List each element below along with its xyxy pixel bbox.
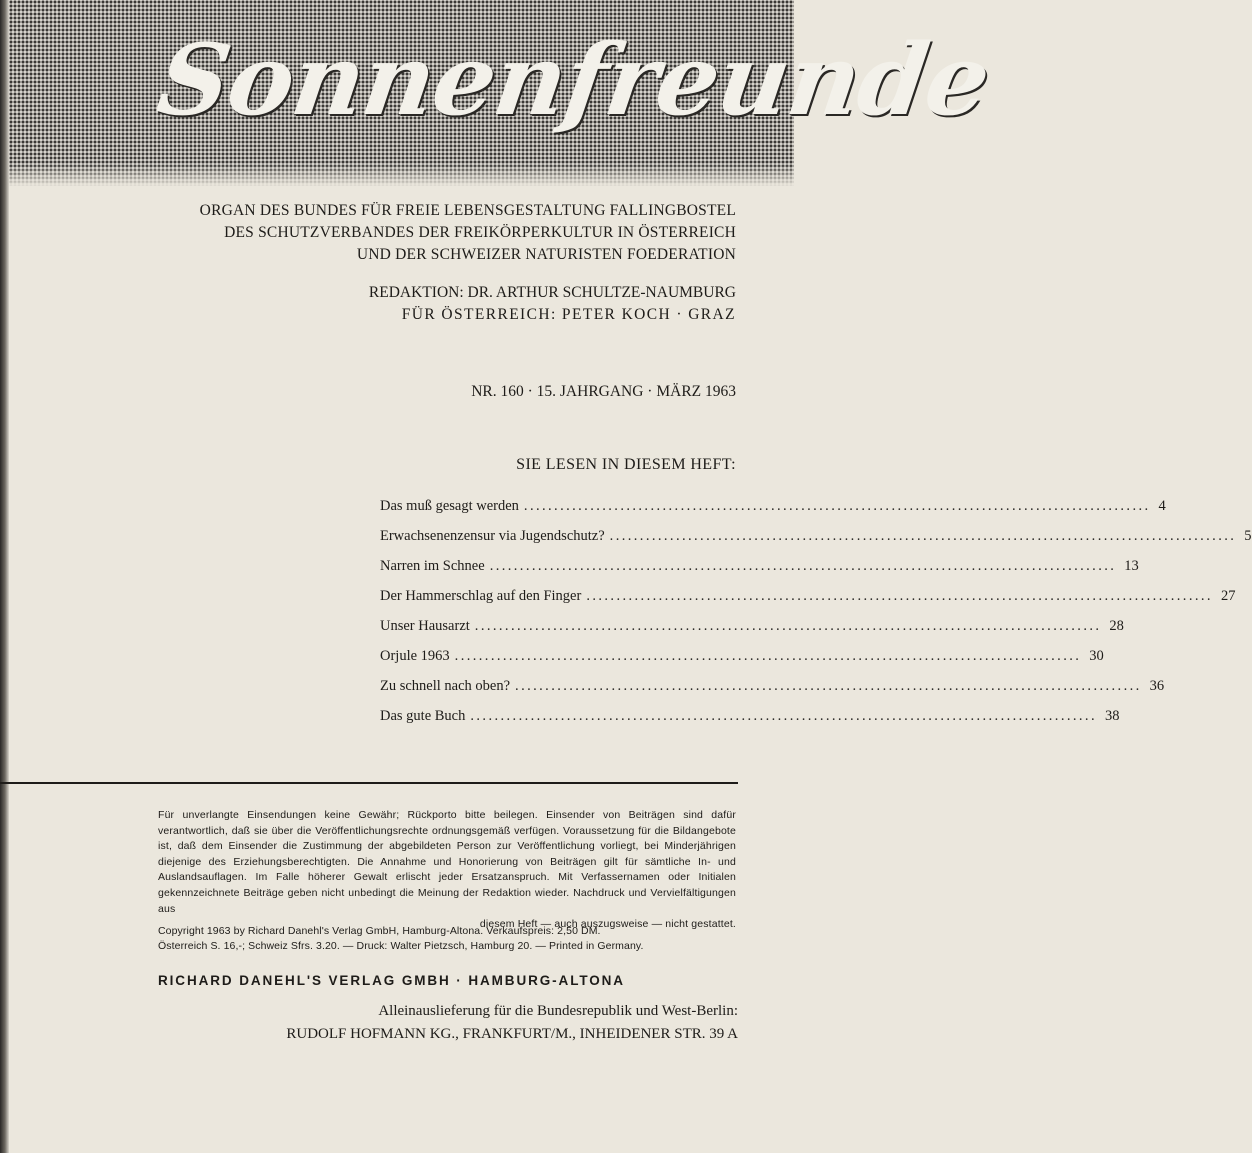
toc-item-title: Das gute Buch xyxy=(380,708,466,724)
table-of-contents xyxy=(380,498,1252,738)
toc-item-title: Zu schnell nach oben? xyxy=(380,678,511,694)
organ-line-3: UND DER SCHWEIZER NATURISTEN FOEDERATION xyxy=(356,246,736,263)
legal-notice-body: Für unverlangte Einsendungen keine Gewähr; Rückporto bitte beilegen. Einsender von Beiträgen sind dafür verantwortlich, daß sie über die Veröffentlichungsrechte ordnungsgemäß verfügen. Voraussetzung für die Bildangebote ist, daß dem Einsender die Zustimmung der abgebildeten Person zur Veröffentlichung vorliegt, bei Minderjährigen diejenige des Erziehungsberechtigten. Die Annahme und Honorierung von Beiträgen gilt für sämtliche In- und Auslandsauflagen. Im Falle höherer Gewalt erlischt jeder Ersatzanspruch. Mit Verfassernamen oder Initialen gekennzeichnete Beiträge geben nicht unbedingt die Meinung der Redaktion wieder. Nachdruck und Vervielfältigungen aus xyxy=(158,809,736,915)
legal-notice xyxy=(158,808,736,933)
leader-dots xyxy=(475,618,1102,635)
distribution-line-2: RUDOLF HOFMANN KG., FRANKFURT/M., INHEIDENER STR. 39 A xyxy=(286,1026,738,1042)
toc-item[interactable] xyxy=(380,618,1124,648)
publisher-line: RICHARD DANEHL'S VERLAG GMBH · HAMBURG-ALTONA xyxy=(158,973,625,988)
toc-item-title: Das muß gesagt werden xyxy=(380,498,519,514)
toc-item[interactable] xyxy=(380,678,1165,708)
editor-line: REDAKTION: DR. ARTHUR SCHULTZE-NAUMBURG xyxy=(368,284,736,301)
legal-notice-last-line: diesem Heft — auch auszugsweise — nicht gestattet. xyxy=(479,918,736,931)
leader-dots xyxy=(515,678,1142,695)
toc-item-title: Erwachsenenzensur via Jugendschutz? xyxy=(380,528,605,544)
toc-item-page: 28 xyxy=(1109,618,1124,634)
divider-rule xyxy=(0,782,738,784)
toc-item-title: Orjule 1963 xyxy=(380,648,450,664)
toc-item[interactable] xyxy=(380,558,1139,588)
toc-item-title: Narren im Schnee xyxy=(380,558,485,574)
toc-item-page: 30 xyxy=(1089,648,1104,664)
toc-item-title: Der Hammerschlag auf den Finger xyxy=(380,588,582,604)
toc-item-page: 13 xyxy=(1124,558,1139,574)
leader-dots xyxy=(586,588,1213,605)
organ-line-1: ORGAN DES BUNDES FÜR FREIE LEBENSGESTALTUNG FALLINGBOSTEL xyxy=(199,202,736,219)
toc-heading: SIE LESEN IN DIESEM HEFT: xyxy=(516,456,736,473)
toc-item[interactable] xyxy=(380,498,1166,528)
toc-item-page: 38 xyxy=(1104,708,1120,724)
copyright-line: Copyright 1963 by Richard Danehl's Verlag GmbH, Hamburg-Altona. Verkaufspreis: 2,50 DM. xyxy=(158,925,601,937)
toc-item-page: 4 xyxy=(1158,498,1166,514)
toc-item-page: 27 xyxy=(1220,588,1236,604)
organ-line-2: DES SCHUTZVERBANDES DER FREIKÖRPERKULTUR IN ÖSTERREICH xyxy=(224,224,736,241)
austria-editor-line: FÜR ÖSTERREICH: PETER KOCH · GRAZ xyxy=(401,306,736,323)
toc-item[interactable] xyxy=(380,648,1104,678)
leader-dots xyxy=(470,708,1097,725)
toc-item-page: 36 xyxy=(1149,678,1165,694)
magazine-logo: Sonnenfreunde xyxy=(150,23,996,138)
toc-item-title: Unser Hausarzt xyxy=(380,618,470,634)
binding-edge xyxy=(0,0,9,1153)
distribution-line-1: Alleinauslieferung für die Bundesrepublik und West-Berlin: xyxy=(378,1003,738,1019)
toc-item[interactable] xyxy=(380,528,1252,558)
leader-dots xyxy=(524,498,1151,515)
issue-line: NR. 160 · 15. JAHRGANG · MÄRZ 1963 xyxy=(471,383,736,400)
price-print-line: Österreich S. 16,-; Schweiz Sfrs. 3.20. — Druck: Walter Pietzsch, Hamburg 20. — Printed in Germany. xyxy=(158,940,644,952)
toc-item-page: 5 xyxy=(1244,528,1252,544)
leader-dots xyxy=(455,648,1082,665)
leader-dots xyxy=(610,528,1237,545)
leader-dots xyxy=(490,558,1117,575)
masthead-banner xyxy=(9,0,996,186)
toc-item[interactable] xyxy=(380,588,1236,618)
toc-item[interactable] xyxy=(380,708,1120,738)
